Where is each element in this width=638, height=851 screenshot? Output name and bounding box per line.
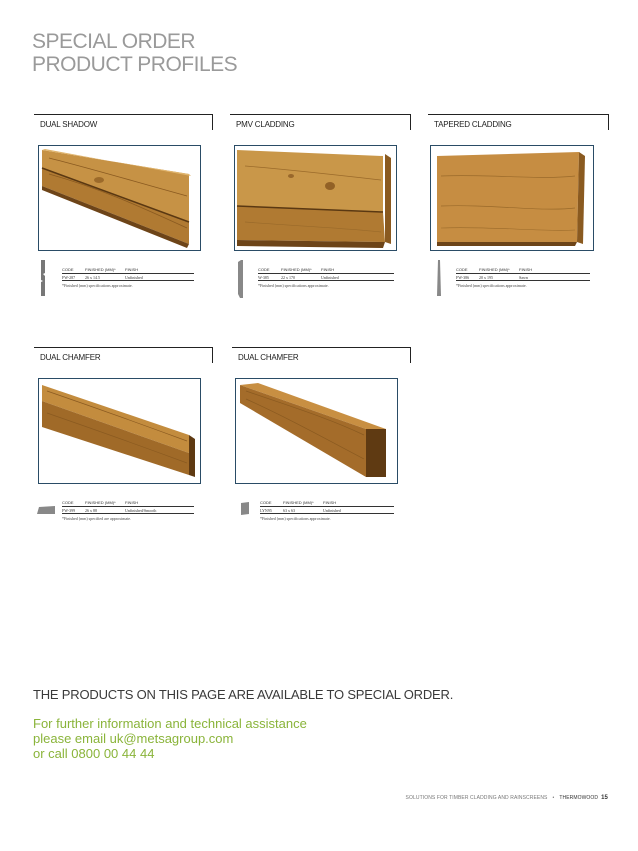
product-panel-tapered-cladding	[428, 114, 610, 304]
contact-line-3: or call 0800 00 44 44	[33, 746, 155, 761]
product-panel-pmv-cladding	[230, 114, 412, 304]
product-photo	[38, 378, 201, 484]
spec-header-finish: FINISH	[125, 267, 139, 272]
panel-header	[34, 114, 213, 130]
footer-section: SOLUTIONS FOR TIMBER CLADDING AND RAINSCREENS	[405, 795, 548, 801]
spec-divider	[260, 513, 394, 514]
spec-table	[62, 267, 162, 291]
spec-table	[62, 500, 192, 524]
spec-finish: Unfinished	[323, 508, 341, 513]
spec-finish: Unfinished	[321, 275, 339, 280]
spec-divider	[258, 273, 394, 274]
spec-header-finished: FINISHED (MM)*	[85, 500, 116, 505]
spec-header-code: CODE	[62, 500, 74, 505]
panel-label: DUAL CHAMFER	[40, 353, 101, 362]
spec-finish: Sawn	[519, 275, 528, 280]
product-photo	[38, 145, 201, 251]
spec-header	[260, 500, 337, 505]
spec-code: FW-386	[456, 275, 470, 280]
panel-header	[230, 114, 411, 130]
spec-table	[456, 267, 586, 291]
spec-size: 26 x 14.5	[85, 275, 100, 280]
spec-header	[456, 267, 533, 272]
spec-size: 63 x 63	[283, 508, 295, 513]
spec-size: 26 x 88	[85, 508, 97, 513]
spec-table	[258, 267, 388, 291]
profile-section-icon	[40, 260, 46, 296]
spec-divider	[258, 280, 394, 281]
spec-header-finished: FINISHED (MM)*	[283, 500, 314, 505]
profile-section-icon	[237, 260, 245, 298]
spec-divider	[62, 280, 194, 281]
spec-footnote: *Finished (mm) specifications approximate.	[62, 283, 133, 288]
spec-header	[62, 500, 139, 505]
spec-size: 22 x 170	[281, 275, 295, 280]
panel-label: DUAL SHADOW	[40, 120, 98, 129]
spec-header	[258, 267, 335, 272]
spec-header-finish: FINISH	[125, 500, 139, 505]
spec-header-code: CODE	[62, 267, 74, 272]
spec-footnote: *Finished (mm) specifications approximate.	[456, 283, 527, 288]
product-photo	[234, 145, 397, 251]
spec-table	[260, 500, 390, 524]
spec-code: LYN95	[260, 508, 272, 513]
product-photo	[235, 378, 398, 484]
spec-header-finish: FINISH	[519, 267, 533, 272]
spec-size: 20 x 195	[479, 275, 493, 280]
spec-footnote: *Finished (mm) specifications approximate.	[258, 283, 329, 288]
spec-divider	[62, 513, 194, 514]
spec-divider	[456, 273, 590, 274]
spec-code: FW-399	[62, 508, 76, 513]
contact-line-1: For further information and technical assistance	[33, 716, 307, 731]
spec-header-finished: FINISHED (MM)*	[479, 267, 510, 272]
profile-section-icon	[436, 260, 442, 296]
spec-header-finish: FINISH	[323, 500, 337, 505]
spec-finish: Unfinished	[125, 275, 143, 280]
spec-divider	[260, 506, 394, 507]
spec-header-finished: FINISHED (MM)*	[85, 267, 116, 272]
page-number: 15	[601, 795, 608, 801]
spec-divider	[62, 506, 194, 507]
spec-divider	[62, 273, 194, 274]
spec-header-code: CODE	[260, 500, 272, 505]
spec-header	[62, 267, 139, 272]
product-panel-dual-chamfer-2	[232, 347, 412, 537]
spec-finish: Unfinished/Smooth	[125, 508, 157, 513]
page-title-line-2: PRODUCT PROFILES	[32, 53, 238, 76]
profile-section-icon	[240, 502, 250, 515]
spec-divider	[456, 280, 590, 281]
special-order-notice: THE PRODUCTS ON THIS PAGE ARE AVAILABLE TO SPECIAL ORDER.	[33, 687, 454, 702]
panel-label: PMV CLADDING	[236, 120, 295, 129]
spec-code: FW-287	[62, 275, 76, 280]
product-panel-dual-chamfer-1	[34, 347, 214, 537]
panel-label: TAPERED CLADDING	[434, 120, 512, 129]
spec-code: W-385	[258, 275, 269, 280]
panel-header	[232, 347, 411, 363]
spec-header-finish: FINISH	[321, 267, 335, 272]
panel-label: DUAL CHAMFER	[238, 353, 299, 362]
spec-header-finished: FINISHED (MM)*	[281, 267, 312, 272]
contact-info	[33, 716, 307, 761]
contact-line-2: please email uk@metsagroup.com	[33, 731, 234, 746]
product-panel-dual-shadow	[34, 114, 214, 304]
spec-header-code: CODE	[258, 267, 270, 272]
panel-header	[428, 114, 609, 130]
panel-header	[34, 347, 213, 363]
footer-separator: •	[552, 795, 555, 801]
product-photo	[430, 145, 594, 251]
spec-footnote: *Finished (mm) specifications approximate.	[260, 516, 331, 521]
spec-header-code: CODE	[456, 267, 468, 272]
page-footer	[406, 795, 608, 801]
spec-footnote: *Finished (mm) specified are approximate.	[62, 516, 131, 521]
footer-brand: THERMOWOOD	[559, 795, 599, 801]
profile-section-icon	[37, 502, 57, 512]
page-title	[32, 30, 237, 76]
page-title-line-1: SPECIAL ORDER	[32, 30, 196, 53]
